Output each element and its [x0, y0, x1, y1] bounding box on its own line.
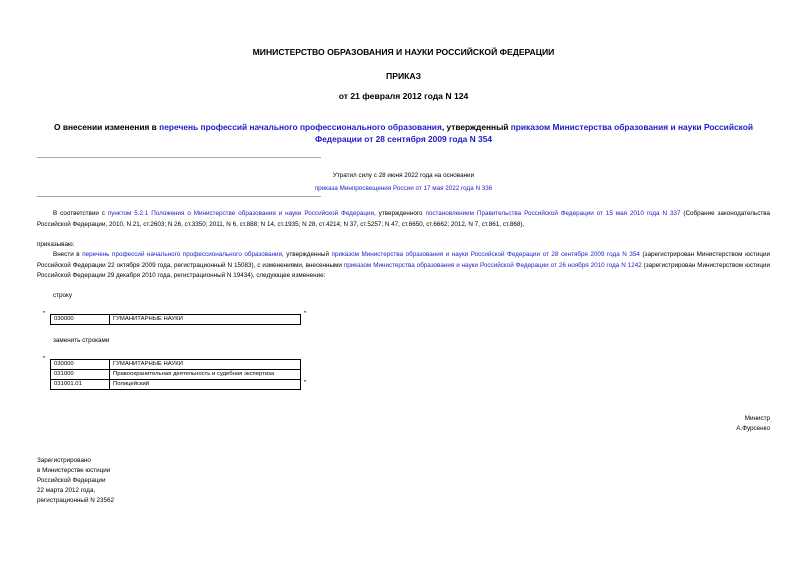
divider-bottom	[37, 196, 321, 197]
signature-block	[736, 414, 770, 434]
subject-link-professions-list[interactable]: перечень профессий начального профессионального образования	[159, 122, 442, 132]
para1-link-resolution-337[interactable]: постановлением Правительства Российской Федерации от 15 мая 2010 года N 337	[425, 210, 681, 217]
registration-line-5: регистрационный N 23562	[37, 497, 115, 504]
table-row	[51, 360, 301, 370]
para2-link-order-1242[interactable]: приказом Министерства образования и науки Российской Федерации от 26 ноября 2010 года N 1242	[343, 261, 642, 269]
replace-label: заменить строками	[53, 337, 110, 344]
table-cell-code: 030000	[51, 360, 110, 370]
subject-middle: , утвержденный	[441, 122, 511, 132]
para2-link-professions-list[interactable]: перечень профессий начального профессионального образования	[82, 251, 282, 258]
paragraph-basis	[37, 209, 770, 230]
table-row	[51, 315, 301, 325]
doc-type: ПРИКАЗ	[386, 71, 421, 81]
table-cell-name: ГУМАНИТАРНЫЕ НАУКИ	[110, 315, 301, 325]
quote-open-old: "	[43, 311, 46, 318]
registration-line-2: в Министерстве юстиции	[37, 467, 111, 474]
table-cell-name: ГУМАНИТАРНЫЕ НАУКИ	[110, 360, 301, 370]
table-cell-name: Правоохранительная деятельность и судебная экспертиза	[110, 370, 301, 380]
table-row	[51, 370, 301, 380]
subject-prefix: О внесении изменения в	[54, 122, 160, 132]
table-cell-code: 030000	[51, 315, 110, 325]
table-cell-code: 031001.01	[51, 380, 110, 390]
quote-close-old: "	[304, 311, 307, 318]
doc-date: от 21 февраля 2012 года N 124	[338, 91, 469, 101]
table-old-row	[50, 314, 301, 325]
quote-close-new: "	[304, 380, 307, 387]
status-note-link[interactable]: приказа Минпросвещения России от 17 мая 2022 года N 336	[314, 185, 493, 192]
subject-link-order-354[interactable]: приказом Министерства образования и науки Российской Федерации от 28 сентября 2009 года N 354	[314, 122, 753, 144]
para1-prefix: В соответствии с	[53, 210, 108, 217]
para2-link-order-354[interactable]: приказом Министерства образования и науки Российской Федерации от 28 сентября 2009 года N 354	[331, 251, 640, 258]
para1-link-regulation[interactable]: пунктом 5.2.1 Положения о Министерстве образования и науки Российской Федерации	[107, 210, 375, 217]
registration-line-3: Российской Федерации	[37, 477, 106, 484]
table-new-rows	[50, 359, 301, 390]
para1-middle: , утвержденного	[374, 210, 426, 217]
para2-text2: (зарегистрирован Министерством юстиции Российской Федерации 22 октября 2009 года, регистрационный N 15083), с изменениями, внесенными	[37, 251, 770, 269]
quote-open-new: "	[43, 356, 46, 363]
ministry-title: МИНИСТЕРСТВО ОБРАЗОВАНИЯ И НАУКИ РОССИЙСКОЙ ФЕДЕРАЦИИ	[252, 47, 555, 57]
para2-text3: (зарегистрирован Министерством юстиции Российской Федерации 29 декабря 2010 года, регистрационный N 19434), следующее изменение:	[37, 261, 771, 279]
table-row	[51, 380, 301, 390]
row-label: строку	[53, 292, 73, 299]
signature-name: А.Фурсенко	[736, 425, 770, 432]
divider-top	[37, 157, 321, 158]
doc-subject	[40, 121, 767, 145]
status-note	[0, 169, 807, 195]
signature-title: Министр	[744, 415, 770, 422]
para2-text1: , утвержденный	[281, 251, 332, 258]
para1-suffix: (Собрание законодательства Российской Федерации, 2010, N 21, ст.2603; N 26, ст.3350; 2011, N 6, ст.888; N 14, ст.1935; N 28, ст.4214; N 37, ст.5257; N 47, ст.6650, ст.6662; 2012, N 7, ст.861, ст.868),	[37, 210, 771, 228]
registration-line-4: 22 марта 2012 года,	[37, 487, 96, 494]
table-cell-code: 031000	[51, 370, 110, 380]
registration-line-1: Зарегистрировано	[37, 457, 91, 464]
table-cell-name: Полицейский	[110, 380, 301, 390]
registration-block	[37, 456, 114, 506]
para2-prefix: Внести в	[53, 251, 83, 258]
paragraph-change	[37, 250, 770, 282]
order-word: приказываю:	[37, 241, 75, 248]
status-note-text: Утратил силу с 28 июня 2022 года на основании	[332, 172, 475, 179]
